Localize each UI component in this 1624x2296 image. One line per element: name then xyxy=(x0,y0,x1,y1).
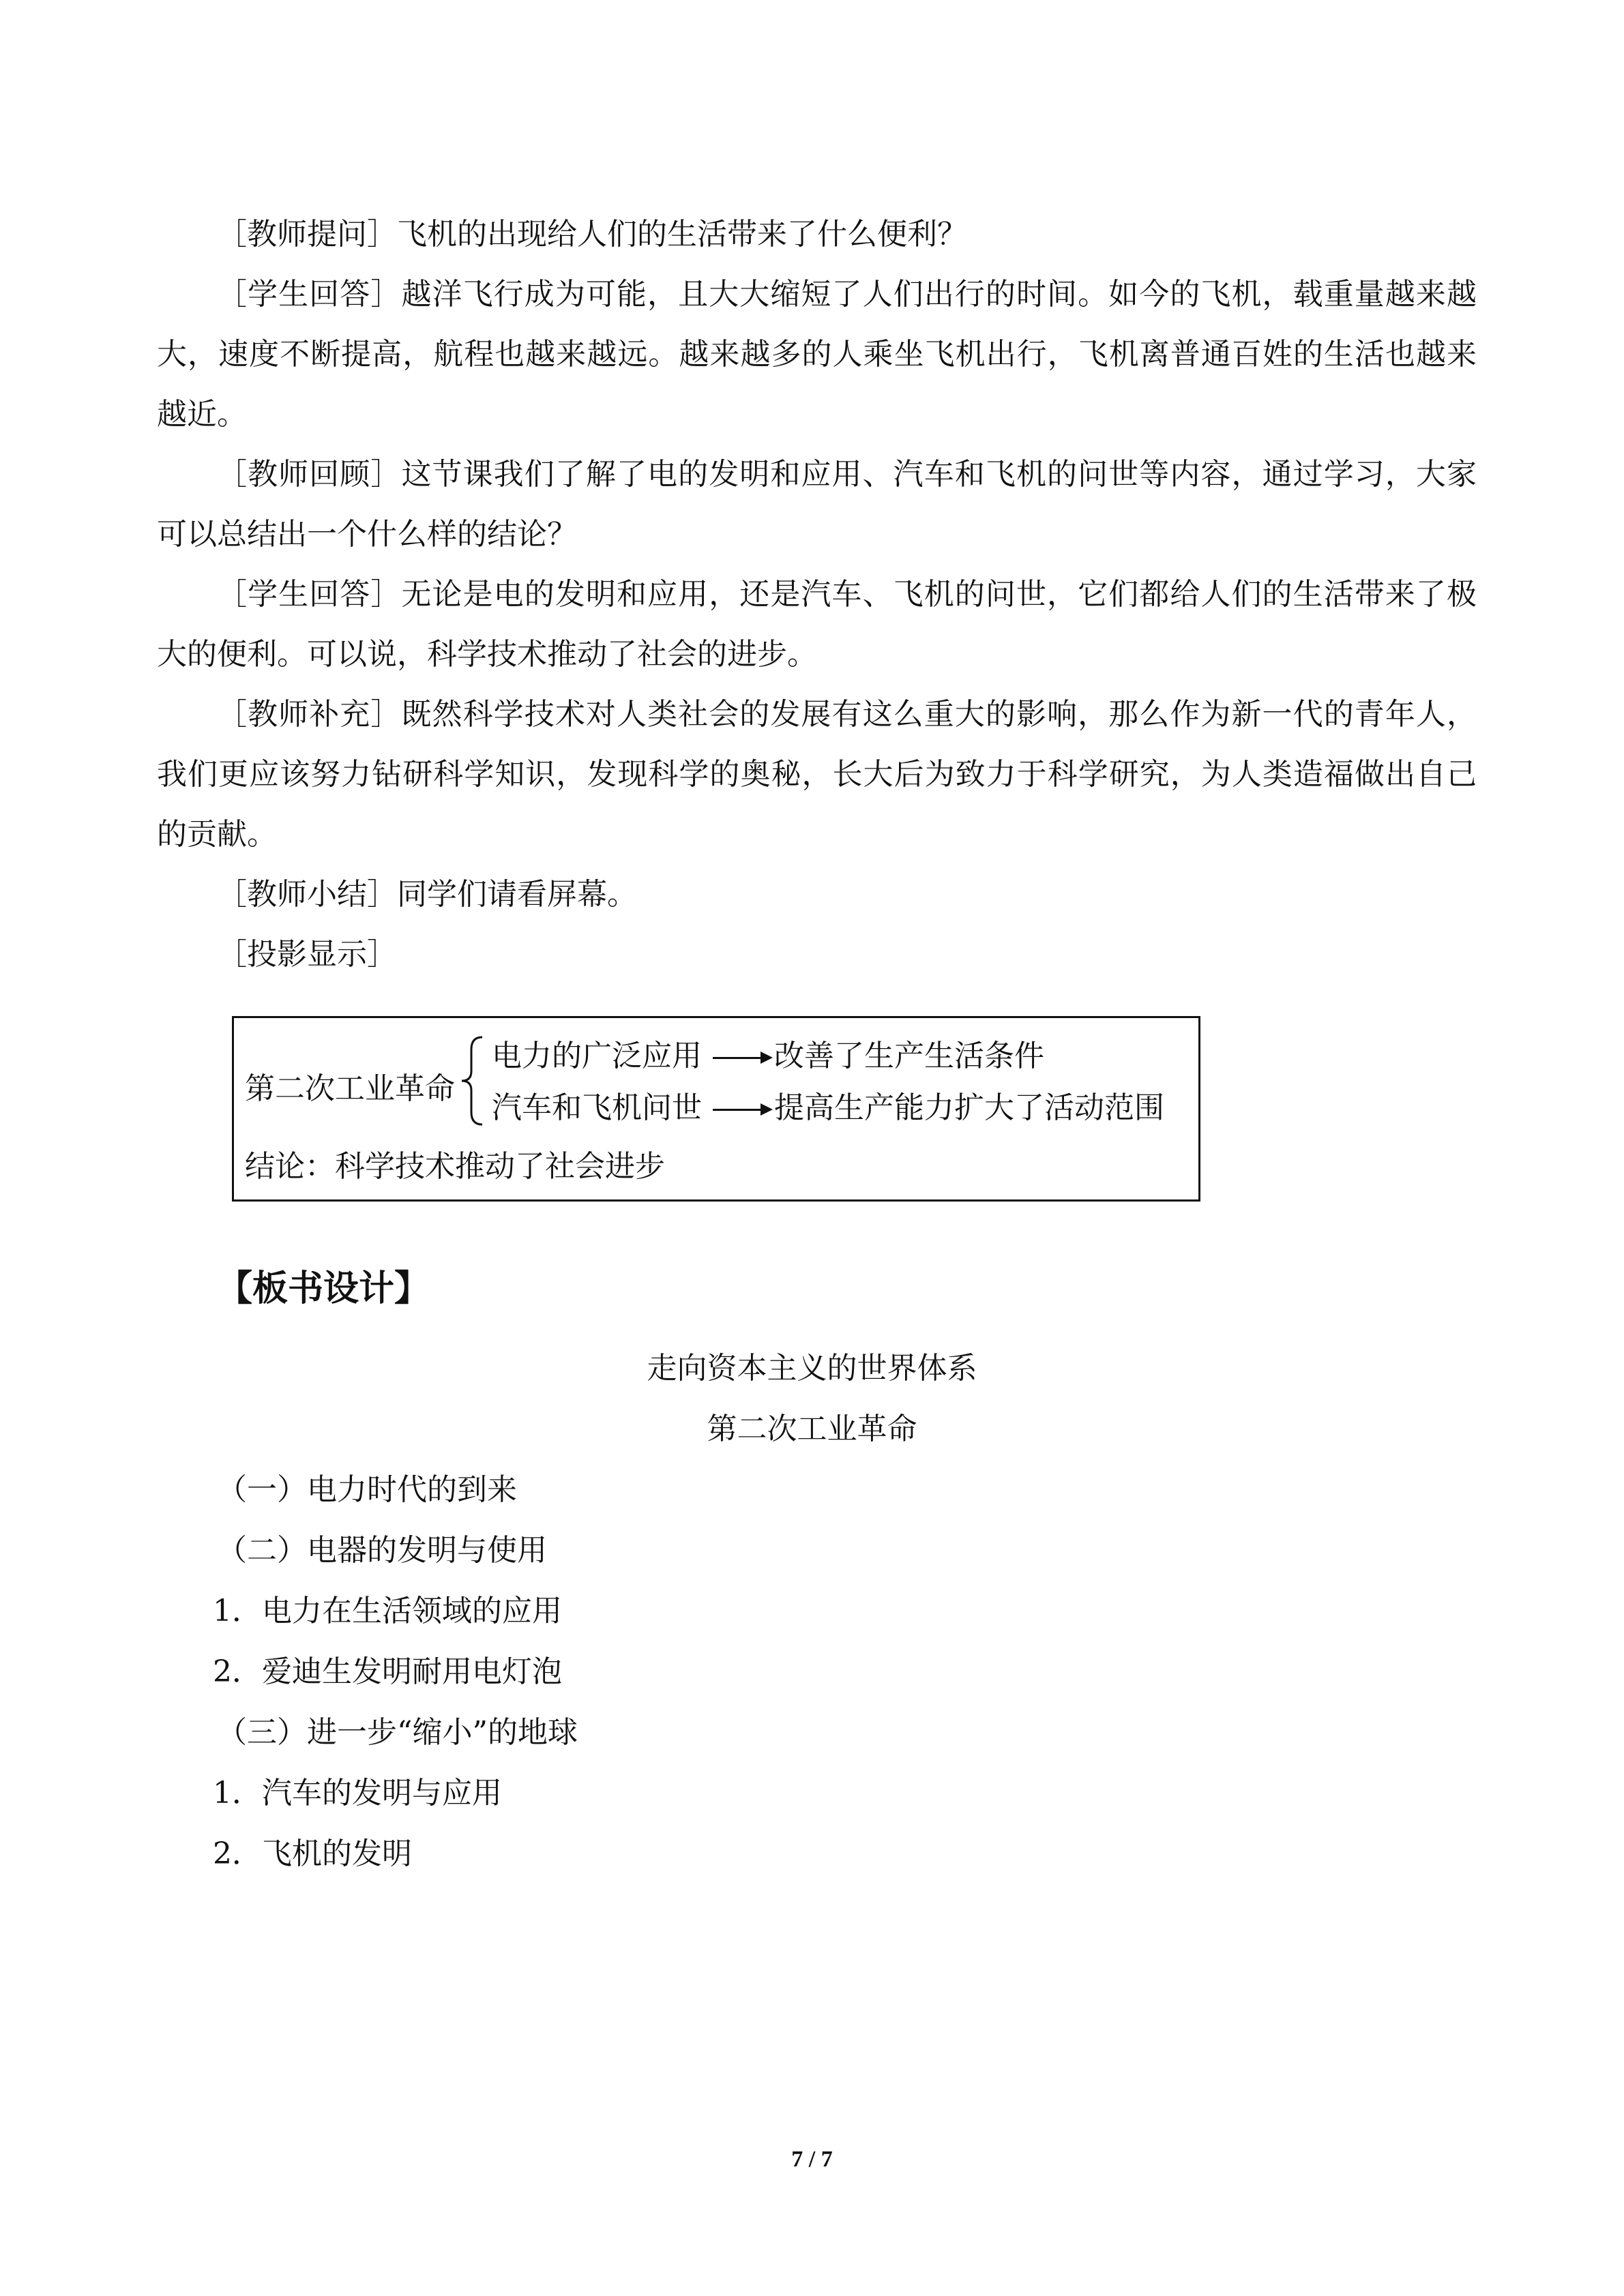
paragraph-text: 同学们请看屏幕。 xyxy=(397,877,637,912)
outline-item: 1．汽车的发明与应用 xyxy=(213,1776,502,1810)
page-number: 7 / 7 xyxy=(791,2147,833,2172)
paragraph-text: 这节课我们了解了电的发明和应用、汽车和飞机的问世等内容，通过学习，大家可以总结出一个什么样的结论？ xyxy=(157,457,1477,552)
outline-item: 1．电力在生活领域的应用 xyxy=(213,1594,562,1628)
speaker-tag: ［学生回答］ xyxy=(217,577,402,612)
dialogue-paragraph xyxy=(157,205,1477,265)
dialogue-paragraph xyxy=(157,265,1477,445)
projection-summary-box xyxy=(232,1016,1200,1202)
dialogue-paragraph xyxy=(157,925,1477,985)
paragraph-text: 无论是电的发明和应用，还是汽车、飞机的问世，它们都给人们的生活带来了极大的便利。可以说，科学技术推动了社会的进步。 xyxy=(157,577,1477,672)
outline-item: （二）电器的发明与使用 xyxy=(217,1533,547,1568)
section-title: 【板书设计】 xyxy=(217,1268,430,1309)
projection-cause-1: 电力的广泛应用 xyxy=(492,1039,702,1073)
speaker-tag: ［教师小结］ xyxy=(217,877,397,912)
projection-effect-2: 提高生产能力扩大了活动范围 xyxy=(774,1090,1164,1125)
outline-item: （三）进一步“缩小”的地球 xyxy=(217,1715,578,1750)
projection-effect-1: 改善了生产生活条件 xyxy=(774,1039,1044,1073)
dialogue-paragraph xyxy=(157,685,1477,865)
curly-brace-icon xyxy=(459,1033,486,1129)
projection-conclusion: 结论：科学技术推动了社会进步 xyxy=(245,1149,665,1184)
dialogue-paragraph xyxy=(157,445,1477,565)
board-subtitle: 第二次工业革命 xyxy=(707,1412,917,1446)
outline-item: 2．飞机的发明 xyxy=(213,1836,412,1871)
projection-cause-2: 汽车和飞机问世 xyxy=(492,1090,702,1125)
arrow-line xyxy=(713,1109,762,1111)
speaker-tag: ［教师补充］ xyxy=(217,697,402,732)
speaker-tag: ［教师回顾］ xyxy=(217,457,402,492)
outline-item: 2．爱迪生发明耐用电灯泡 xyxy=(213,1654,562,1689)
paragraph-text: 既然科学技术对人类社会的发展有这么重大的影响，那么作为新一代的青年人，我们更应该努力钻研科学知识，发现科学的奥秘，长大后为致力于科学研究，为人类造福做出自己的贡献。 xyxy=(157,697,1477,852)
speaker-tag: ［教师提问］ xyxy=(217,217,397,252)
paragraph-text: 飞机的出现给人们的生活带来了什么便利？ xyxy=(397,217,967,252)
arrow-line xyxy=(713,1057,762,1059)
arrow-right-icon xyxy=(761,1103,773,1116)
paragraph-text: 越洋飞行成为可能，且大大缩短了人们出行的时间。如今的飞机，载重量越来越大，速度不断提高，航程也越来越远。越来越多的人乘坐飞机出行，飞机离普通百姓的生活也越来越近。 xyxy=(157,277,1477,432)
speaker-tag: ［投影显示］ xyxy=(217,937,397,972)
outline-item: （一）电力时代的到来 xyxy=(217,1472,517,1507)
dialogue-paragraph xyxy=(157,565,1477,685)
arrow-right-icon xyxy=(761,1052,773,1064)
speaker-tag: ［学生回答］ xyxy=(217,277,402,312)
projection-root: 第二次工业革命 xyxy=(245,1071,455,1106)
dialogue-paragraph xyxy=(157,865,1477,925)
board-title: 走向资本主义的世界体系 xyxy=(647,1351,977,1386)
